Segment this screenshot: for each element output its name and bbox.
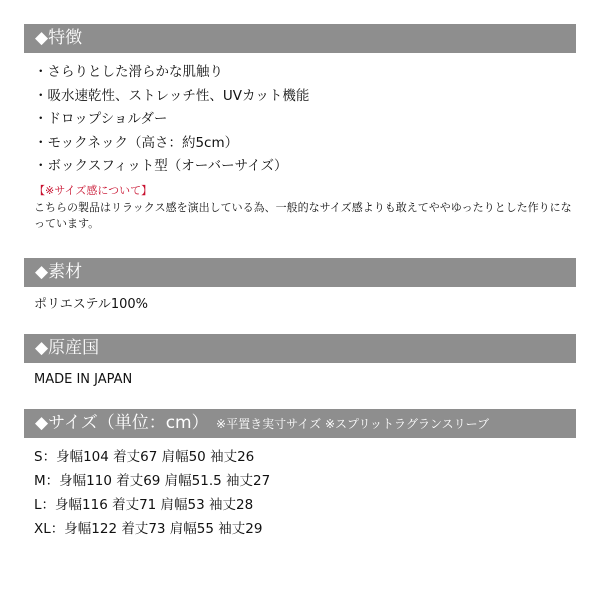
material-header-text: ◆素材 — [35, 262, 83, 282]
feature-item: ・ボックスフィット型（オーバーサイズ） — [34, 158, 288, 174]
feature-item: ・さらりとした滑らかな肌触り — [34, 64, 223, 80]
features-header — [24, 24, 576, 53]
size-table — [34, 445, 270, 541]
sizes-header — [24, 409, 576, 438]
size-row-l: L：身幅116 着丈71 肩幅53 袖丈28 — [34, 497, 254, 513]
material-value: ポリエステル100% — [34, 297, 148, 312]
features-header-text: ◆特徴 — [35, 28, 83, 48]
origin-header — [24, 334, 576, 363]
origin-header-text: ◆原産国 — [35, 338, 100, 358]
features-list — [34, 61, 309, 179]
material-header — [24, 258, 576, 287]
feature-item: ・吸水速乾性、ストレッチ性、UVカット機能 — [34, 87, 310, 104]
size-row-m: M：身幅110 着丈69 肩幅51.5 袖丈27 — [34, 473, 271, 489]
size-note-text: こちらの製品はリラックス感を演出している為、一般的なサイズ感よりも敢えてややゆったりとした作りになっています。 — [34, 201, 572, 230]
size-row-xl: XL：身幅122 着丈73 肩幅55 袖丈29 — [34, 521, 263, 537]
origin-value: MADE IN JAPAN — [34, 372, 133, 387]
size-row-s: S：身幅104 着丈67 肩幅50 袖丈26 — [34, 449, 255, 465]
size-note-title: 【※サイズ感について】 — [34, 184, 153, 197]
sizes-header-text: ◆サイズ（単位：cm） — [35, 413, 209, 433]
feature-item: ・モックネック（高さ：約5cm） — [34, 134, 239, 151]
feature-item: ・ドロップショルダー — [34, 111, 168, 127]
sizes-header-note: ※平置き実寸サイズ ※スプリットラグランスリーブ — [216, 417, 490, 431]
